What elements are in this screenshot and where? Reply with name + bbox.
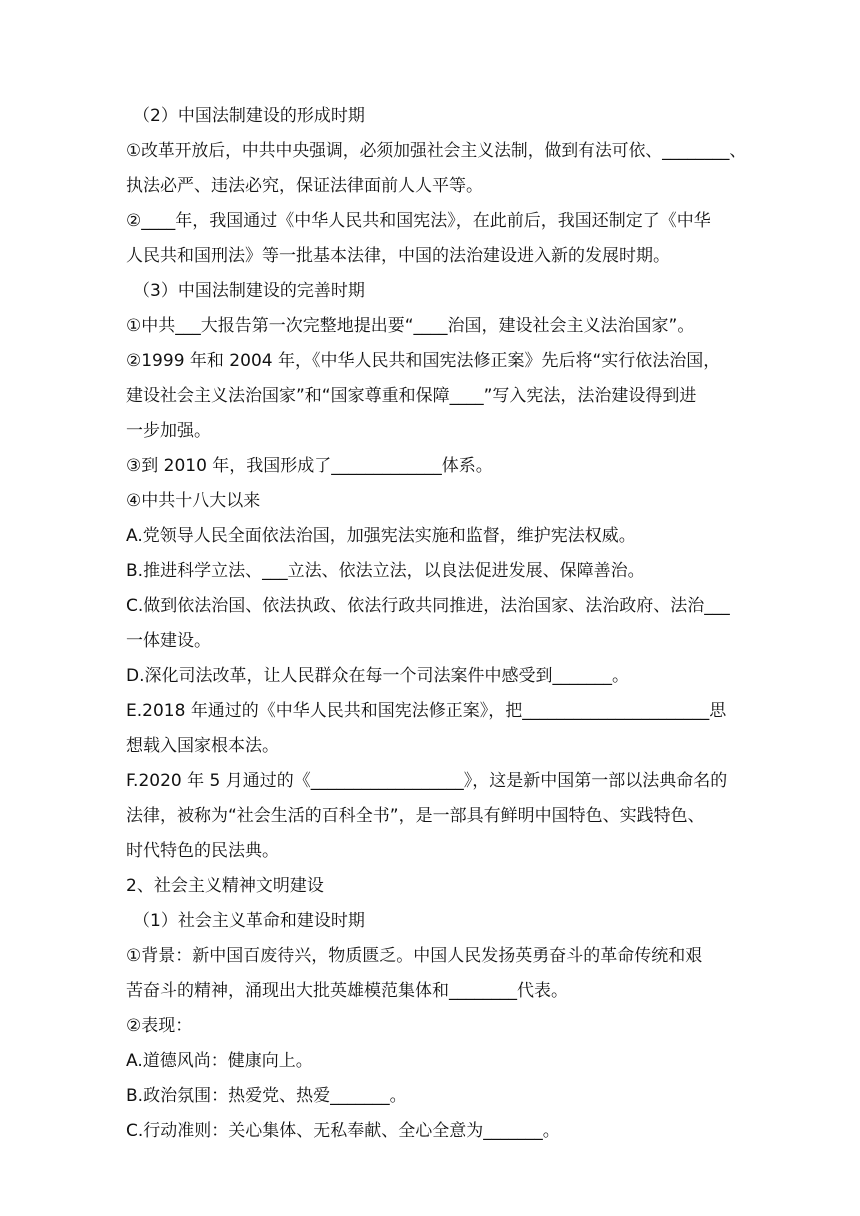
section-heading-improvement-period: （3）中国法制建设的完善时期 [133, 281, 365, 301]
text-line: D.深化司法改革，让人民群众在每一个司法案件中感受到_______。 [126, 666, 629, 686]
text-line: 执法必严、违法必究，保证法律面前人人平等。 [126, 176, 483, 196]
section-heading-revolution-period: （1）社会主义革命和建设时期 [133, 911, 365, 931]
text-line: B.政治氛围：热爱党、热爱_______。 [126, 1086, 407, 1106]
text-line: C.行动准则：关心集体、无私奉献、全心全意为_______。 [126, 1121, 560, 1141]
text-line: 时代特色的民法典。 [126, 841, 279, 861]
text-line: A.道德风尚：健康向上。 [126, 1051, 313, 1071]
text-line: 一步加强。 [126, 421, 211, 441]
text-line: 一体建设。 [126, 631, 211, 651]
text-line: ③到 2010 年，我国形成了_____________体系。 [126, 456, 493, 476]
text-line: 法律，被称为“社会生活的百科全书”，是一部具有鲜明中国特色、实践特色、 [126, 806, 705, 826]
text-line: B.推进科学立法、___立法、依法立法，以良法促进发展、保障善治。 [126, 561, 645, 581]
text-line: E.2018 年通过的《中华人民共和国宪法修正案》，把______________________思 [126, 701, 727, 721]
text-line: ②表现： [126, 1016, 193, 1036]
text-line: ②1999 年和 2004 年，《中华人民共和国宪法修正案》先后将“实行依法治国， [126, 351, 721, 371]
text-line: 人民共和国刑法》等一批基本法律，中国的法治建设进入新的发展时期。 [126, 246, 670, 266]
text-line: 苦奋斗的精神，涌现出大批英雄模范集体和________代表。 [126, 981, 568, 1001]
text-line: ②____年，我国通过《中华人民共和国宪法》，在此前后，我国还制定了《中华 [126, 211, 711, 231]
text-line: A.党领导人民全面依法治国，加强宪法实施和监督，维护宪法权威。 [126, 526, 636, 546]
text-line: ①背景：新中国百废待兴，物质匮乏。中国人民发扬英勇奋斗的革命传统和艰 [126, 946, 703, 966]
text-line: F.2020 年 5 月通过的《__________________》，这是新中国第一部以法典命名的 [126, 771, 728, 791]
section-heading-spiritual-civilization: 2、社会主义精神文明建设 [126, 876, 324, 896]
text-line: 建设社会主义法治国家”和“国家尊重和保障____”写入宪法，法治建设得到进 [126, 386, 697, 406]
text-line: 想载入国家根本法。 [126, 736, 279, 756]
text-line: ①改革开放后，中共中央强调，必须加强社会主义法制，做到有法可依、________、 [126, 141, 747, 161]
section-heading-formation-period: （2）中国法制建设的形成时期 [133, 106, 365, 126]
text-line: ①中共___大报告第一次完整地提出要“____治国，建设社会主义法治国家”。 [126, 316, 695, 336]
text-line: C.做到依法治国、依法执政、依法行政共同推进，法治国家、法治政府、法治___ [126, 596, 730, 616]
text-line: ④中共十八大以来 [126, 491, 261, 511]
